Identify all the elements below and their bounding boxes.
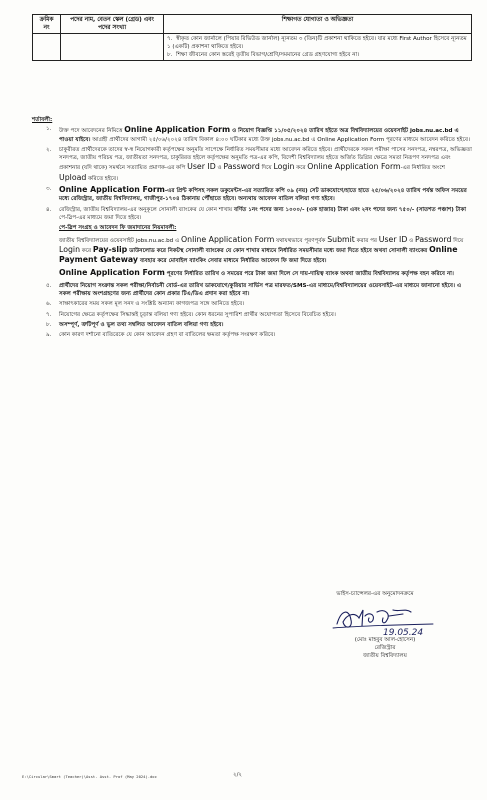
handwritten-signature bbox=[329, 602, 441, 636]
condition-text: নিয়োগের ক্ষেত্রে কর্তৃপক্ষের সিদ্ধান্তই চূড়ান্ত বলিয়া গণ্য হইবে। কোন ধরনের সুপারিশ প্রার্থীর অযোগ্যতা হিসেবে বিবেচিত হইবে। bbox=[59, 311, 336, 318]
form-name: Online Application Form bbox=[59, 185, 165, 195]
form-name: Online Application Form bbox=[180, 234, 275, 244]
file-path: E:\Circular\Smart (Teacher)\Asst. Asst. Prof (May 2024).doc bbox=[22, 774, 157, 779]
qualification-item bbox=[167, 51, 468, 59]
condition-num: ৮. bbox=[46, 321, 52, 328]
payslip-text: Pay-slip bbox=[92, 244, 128, 254]
signature-block bbox=[305, 590, 465, 660]
text-run: করিতে হইবে। bbox=[86, 175, 119, 182]
condition-text: প্রার্থীদের নিয়োগ সংক্রান্ত সকল পরীক্ষা/নির্বাচনী বোর্ড-এর তারিখ ডাকযোগে/কুরিয়ার সার্ভিস পত্র মারফত/SMS-এর মাধ্যমে/বিশ্ববিদ্যালয়ের ওয়েবসাইট-এর মাধ্যমে জানানো হইবে। এ সকল পরীক্ষায় অংশগ্রহণের জন্য প্রার্থীদের কোন প্রকার টিএ/ডিএ প্রদান করা হইবে না। bbox=[59, 282, 462, 298]
table-header-row bbox=[33, 15, 472, 34]
condition-num: ৬. bbox=[46, 301, 52, 308]
text-run: করে bbox=[294, 165, 308, 172]
post-cell bbox=[61, 34, 164, 61]
text-run: দিয়ে bbox=[451, 237, 464, 244]
text-run: যথাযথভাবে পূরণপূর্বক bbox=[274, 237, 328, 244]
qualification-text: শিক্ষা জীবনের কোন স্তরেই তৃতীয় বিভাগ/শ্রেণি/সমমানের গ্রেড গ্রহণযোগ্য হইবে না। bbox=[176, 52, 360, 58]
text-run: উক্ত পদে আবেদনের নিমিত্তে bbox=[59, 128, 125, 135]
qualification-num: ৮. bbox=[167, 52, 173, 58]
condition-item-7 bbox=[32, 311, 472, 319]
qualification-item bbox=[167, 35, 468, 51]
login-text: Login bbox=[59, 244, 81, 254]
header-qualification: শিক্ষাগত যোগ্যতা ও অভিজ্ঞতা bbox=[164, 15, 472, 34]
upload-text: Upload bbox=[59, 172, 87, 182]
login-text: Login bbox=[273, 162, 295, 172]
text-run: ও bbox=[215, 165, 224, 172]
qualification-num: ৭. bbox=[167, 36, 173, 42]
text-run-bold: ডাউনলোড করে নিকটস্থ সোনালী ব্যাংকের যে কোন শাখার মাধ্যমে নির্ধারিত সময়সীমার মধ্যে জমা দিতে হইবে অথবা সোনালী ব্যাংকের bbox=[127, 247, 430, 254]
form-name: Online Application Form bbox=[124, 125, 231, 135]
condition-num: ৫. bbox=[46, 282, 52, 289]
condition-text bbox=[59, 146, 472, 183]
table-row bbox=[33, 34, 472, 61]
condition-num: ১. bbox=[46, 126, 52, 133]
password-text: Password bbox=[415, 234, 452, 244]
header-serial: ক্রমিক নং bbox=[33, 15, 61, 34]
conditions-section bbox=[32, 116, 472, 342]
condition-num: ৯. bbox=[46, 332, 52, 339]
requirements-table bbox=[32, 14, 472, 61]
condition-item-9 bbox=[32, 331, 472, 339]
condition-item-8 bbox=[32, 321, 472, 329]
condition-item-6 bbox=[32, 300, 472, 308]
signatory-name: (মোঃ মাহবুব আল-হোসেন) bbox=[354, 637, 416, 643]
text-run: দিয়ে bbox=[259, 165, 274, 172]
user-id-text: User ID bbox=[187, 162, 216, 172]
payment-gateway-text: Online Payment Gateway bbox=[59, 244, 458, 265]
condition-num: ৩. bbox=[46, 186, 52, 193]
condition-item-4 bbox=[32, 206, 472, 223]
text-run: -এর নির্ধারিত অংশে bbox=[400, 165, 445, 172]
text-run: আগ্রহী প্রার্থীদের আগামী ২৫/০৬/২০২৪ তারিখ বিকাল ৪:০০ ঘটিকার মধ্যে উক্ত jobs.nu.ac.bd এ Online Application Form পূরণের মাধ্যমে আবেদন করিতে হইবে। bbox=[90, 136, 470, 143]
payslip-paragraph-2 bbox=[32, 268, 472, 278]
fee-text: বর্ণিত ১নং পদের জন্য ১০০০/- (এক হাজার) টাকা এবং ২নং পদের জন্য ৭৫০/- (সাতশত পঞ্চাশ) টাকা bbox=[234, 206, 466, 213]
form-name: Online Application Form bbox=[307, 162, 401, 172]
condition-text: অসম্পূর্ণ, ত্রুটিপূর্ণ ও ভুল তথ্য সম্বলিত আবেদন বাতিল বলিয়া গণ্য হইবে। bbox=[59, 321, 224, 328]
user-id-text: User ID bbox=[378, 234, 408, 244]
condition-num: ৪. bbox=[46, 206, 52, 213]
condition-item-2 bbox=[32, 146, 472, 183]
text-run: জাতীয় বিশ্ববিদ্যালয়ের ওয়েবসাইট jobs.nu.ac.bd এ bbox=[59, 237, 181, 244]
condition-item-3 bbox=[32, 185, 472, 204]
text-run-bold: ব্যবহার করে মোবাইল ব্যাংকিং সেবার মাধ্যমে নির্ধারিত আবেদন ফি জমা দিতে হইবে। bbox=[138, 258, 327, 265]
condition-text bbox=[59, 185, 472, 204]
text-run-bold: -এর প্রিন্ট কপিসহ সকল ডকুমেন্টস-এর সত্যায়িত কপি ০৯ (নয়) সেট ডাকযোগে/হাতে হাতে ২৫/০৬/২০২৪ তারিখ পর্যন্ত অফিস সময়ের মধ্যে রেজিস্ট্রার, জাতীয় বিশ্ববিদ্যালয়, গাজীপুর-১৭০৪ ঠিকানায় পৌঁছাতে হইবে। অন্যথায় আবেদন বাতিল বলিয়া গণ্য হইবে। bbox=[59, 188, 467, 203]
text-run: চাকুরীরত প্রার্থীদেরকে তাদের স্ব-স্ব নিয়োগকারী কর্তৃপক্ষের অনুমতি সাপেক্ষে নির্ধারিত সময়সীমার মধ্যে আবেদন করিতে হইবে। প্রার্থীদেরকে সকল পরীক্ষা পাসের সনদপত্র, নম্বরপত্র, অভিজ্ঞতা সনদপত্র, জাতীয় পরিচয় পত্র, জাতীয়তা সনদপত্র, চাকুরিরত হইলে কর্তৃপক্ষের অনুমতি পত্র-এর কপি, বিদেশী বিশ্ববিদ্যালয় হইতে অর্জিত ডিগ্রির ক্ষেত্রে সমতা নিরূপণ সনদপত্র এবং প্রকাশনার (যদি থাকে) সমর্থনে সত্যায়িত প্রমাণক-এর কপি bbox=[59, 146, 472, 172]
page-number: ২/২ bbox=[233, 772, 243, 778]
payslip-heading: পে-স্লিপ সংগ্রহ ও আবেদন ফি জমাদানের নিয়মাবলী: bbox=[59, 225, 177, 232]
condition-num: ৭. bbox=[46, 311, 52, 318]
text-run-bold: ও নিয়োগ বিজ্ঞপ্তি ১১/০৫/২০২৪ তারিখ হইতে অত্র বিশ্ববিদ্যালয়ের ওয়েবসাইট jobs.nu.ac.bd এ পাওয়া যাইবে। bbox=[59, 128, 459, 143]
password-text: Password bbox=[223, 162, 260, 172]
submit-text: Submit bbox=[327, 234, 355, 244]
text-run: ও bbox=[407, 237, 416, 244]
text-run-bold: পূরণের নির্ধারিত তারিখ ও সময়ের পরে টাকা জমা দিলে সে দায়-দায়িত্ব ব্যাংক অথবা জাতীয় বিশ্ববিদ্যালয় কর্তৃপক্ষ বহন করিবে না। bbox=[164, 271, 454, 278]
approval-line: ভাইস-চ্যান্সেলর-এর অনুমোদনক্রমে bbox=[336, 591, 414, 597]
payslip-paragraph-1 bbox=[32, 235, 472, 266]
condition-num: ২. bbox=[46, 146, 52, 153]
condition-text bbox=[59, 206, 472, 223]
condition-text bbox=[59, 125, 472, 144]
condition-text: কোন কারণ দর্শানো ব্যতিরেকে যে কোন আবেদন গ্রহণ বা বাতিলের ক্ষমতা কর্তৃপক্ষ সংরক্ষণ করিবে। bbox=[59, 332, 276, 339]
form-name: Online Application Form bbox=[59, 268, 165, 278]
qualification-cell bbox=[164, 34, 472, 61]
condition-item-1 bbox=[32, 125, 472, 144]
text-run: পে-স্লিপ-এর মাধ্যমে জমা দিতে হইবে। bbox=[59, 214, 142, 221]
conditions-title: শর্তাবলী: bbox=[32, 117, 53, 123]
text-run: রেজিস্ট্রার, জাতীয় বিশ্ববিদ্যালয়-এর অনুকূলে সোনালী ব্যাংকের যে কোন শাখায় bbox=[59, 206, 235, 213]
text-run: করে bbox=[80, 247, 93, 254]
condition-item-5 bbox=[32, 282, 472, 299]
condition-text: সাক্ষাৎকারের সময় সকল মূল সনদ ও সংশ্লিষ্ট অন্যান্য কাগজপত্র সঙ্গে আনিতে হইবে। bbox=[59, 301, 245, 308]
qualification-text: স্বীকৃত কোন জার্নালে (পিয়ার রিভিউড জার্নাল) ন্যূনতম ৩ (তিন)টি প্রকাশনা থাকিতে হইবে। যার মধ্যে First Author হিসেবে ন্যূনতম ১ (একটি) প্রকাশনা থাকিতে হইবে। bbox=[167, 36, 467, 50]
text-run: করার পর bbox=[354, 237, 379, 244]
handwritten-date: 19.05.24 bbox=[383, 628, 424, 636]
signatory-institution: জাতীয় বিশ্ববিদ্যালয় bbox=[363, 653, 407, 659]
signatory-designation: রেজিস্ট্রার bbox=[374, 645, 396, 651]
serial-cell bbox=[33, 34, 61, 61]
header-post: পদের নাম, বেতন স্কেল (গ্রেড) এবং পদের সংখ্যা bbox=[61, 15, 164, 34]
